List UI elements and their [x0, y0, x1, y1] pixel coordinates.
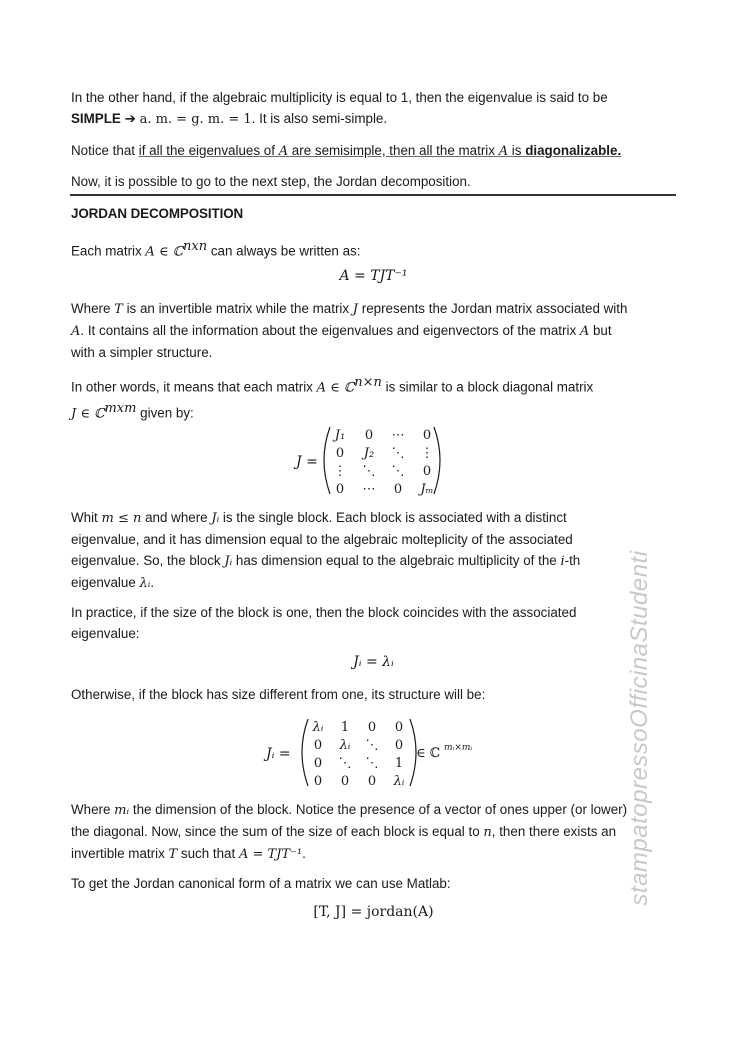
matrix-cell: ⋯: [362, 482, 376, 497]
text: In the other hand, if the algebraic multiplicity is equal to 1, then the eigenvalue is said to be: [71, 90, 608, 105]
matrix-j-equation: [290, 420, 450, 500]
matrix-cell: 0: [340, 774, 350, 789]
matrix-j-cells: [332, 428, 434, 497]
text: eigenvalue:: [71, 626, 140, 641]
math-inline: i: [560, 554, 565, 569]
matrix-cell: ⋱: [391, 446, 405, 461]
math-inline: A = TJT⁻¹: [238, 847, 303, 862]
matrix-cell: ⋮: [333, 464, 347, 479]
math-inline: J: [352, 302, 359, 317]
math-inline: A: [579, 324, 590, 339]
paragraph-diagonalizable: [71, 140, 676, 162]
math-superscript: n×n: [354, 375, 382, 390]
math-inline: A: [498, 144, 509, 159]
text: Whit: [71, 510, 102, 525]
matrix-cell: 0: [394, 738, 404, 753]
paragraph-next-step: Now, it is possible to go to the next step, the Jordan decomposition.: [71, 174, 471, 189]
math-superscript: nxn: [183, 239, 208, 254]
matrix-cell: 0: [335, 446, 345, 461]
text: the diagonal. Now, since the sum of the size of each block is equal to: [71, 824, 484, 839]
text: .: [302, 846, 306, 861]
text: -th: [564, 553, 581, 568]
text: with a simpler structure.: [71, 345, 213, 360]
matrix-cell: ⋯: [391, 428, 405, 443]
matrix-cell: 1: [340, 720, 350, 735]
matrix-lhs: J =: [296, 454, 318, 470]
matrix-cell: 0: [422, 464, 432, 479]
paragraph-each-matrix: [71, 236, 676, 262]
text: is similar to a block diagonal matrix: [381, 379, 594, 395]
matrix-cell: 0: [393, 482, 403, 497]
text: given by:: [136, 405, 194, 421]
math-inline: A ∈ ℂ: [316, 380, 355, 396]
underlined-text: is: [508, 143, 526, 158]
paragraph-block-diagonal: [71, 372, 676, 425]
matrix-cell: J₂: [363, 446, 375, 461]
underlined-text: are semisimple, then all the matrix: [288, 143, 499, 158]
text: In practice, if the size of the block is one, then the block coincides with the associated: [71, 605, 577, 620]
text: has dimension equal to the algebraic multiplicity of the: [232, 553, 561, 568]
text: . It is also semi-simple.: [251, 111, 388, 126]
text: Each matrix: [71, 243, 146, 259]
math-inline: m ≤ n: [101, 511, 142, 526]
math-inline: A: [278, 144, 289, 159]
paragraph-where-t: [71, 298, 676, 363]
math-inline: T: [168, 847, 178, 862]
math-inline: J ∈ ℂ: [71, 406, 105, 422]
section-divider: [70, 194, 676, 196]
matrix-cell: 1: [394, 756, 404, 771]
text: invertible matrix: [71, 846, 169, 861]
text: the dimension of the block. Notice the presence of a vector of ones upper (or lower): [129, 802, 628, 817]
math-inline: A: [71, 324, 81, 339]
math-inline: A ∈ ℂ: [145, 244, 184, 260]
arrow-icon: ➔: [124, 111, 136, 126]
matrix-cell: 0: [313, 774, 323, 789]
math-inline: Jᵢ: [211, 511, 220, 526]
bold-term: diagonalizable.: [525, 143, 622, 158]
matrix-cell: ⋱: [365, 756, 379, 771]
math-inline: Jᵢ: [224, 554, 233, 569]
text: such that: [177, 846, 239, 861]
matrix-rhs-superscript: mᵢ×mᵢ: [444, 743, 473, 753]
matrix-cell: 0: [313, 756, 323, 771]
matrix-lhs: Jᵢ =: [266, 746, 291, 762]
matrix-cell: ⋱: [362, 464, 376, 479]
text: is the single block. Each block is associated with a distinct: [219, 510, 567, 525]
equation-jordan-decomposition: A = TJT⁻¹: [339, 268, 408, 284]
left-paren: [302, 719, 308, 786]
matrix-cell: λᵢ: [339, 738, 351, 753]
matrix-rhs: ∈ ℂ: [416, 746, 441, 761]
paragraph-simple-eigenvalue: [71, 87, 676, 130]
matrix-cell: ⋱: [391, 464, 405, 479]
text: represents the Jordan matrix associated with: [358, 301, 628, 316]
equation-matlab-jordan: [T, J] = jordan(A): [313, 904, 434, 920]
matrix-cell: 0: [394, 720, 404, 735]
matrix-cell: 0: [367, 774, 377, 789]
math-inline: a. m. = g. m. = 1: [139, 112, 252, 127]
paragraph-whit-m: [71, 507, 676, 594]
text: Where: [71, 802, 115, 817]
left-paren: [324, 427, 330, 494]
matrix-cell: 0: [422, 428, 432, 443]
paragraph-in-practice: [71, 602, 676, 644]
equation-block-eigenvalue: Jᵢ = λᵢ: [353, 654, 394, 670]
right-paren: [434, 427, 440, 494]
math-superscript: mxm: [104, 401, 137, 417]
paragraph-where-mi: [71, 799, 676, 865]
matrix-ji-cells: [312, 720, 405, 789]
matrix-cell: ⋮: [420, 446, 434, 461]
matrix-cell: ⋱: [365, 738, 379, 753]
matrix-cell: 0: [367, 720, 377, 735]
text: eigenvalue. So, the block: [71, 553, 225, 568]
matrix-cell: 0: [335, 482, 345, 497]
math-inline: λᵢ: [139, 576, 151, 591]
text: but: [589, 323, 612, 338]
bold-term: SIMPLE: [71, 111, 121, 126]
text: Notice that: [71, 143, 139, 158]
section-heading: JORDAN DECOMPOSITION: [71, 206, 244, 221]
paragraph-matlab: To get the Jordan canonical form of a matrix we can use Matlab:: [71, 876, 451, 891]
text: .: [150, 575, 155, 590]
text: , then there exists an: [491, 824, 617, 839]
text: is an invertible matrix while the matrix: [122, 301, 353, 316]
matrix-ji-equation: [262, 712, 492, 792]
math-inline: T: [114, 302, 123, 317]
matrix-cell: 0: [313, 738, 323, 753]
text: Where: [71, 301, 115, 316]
underlined-text: if all the eigenvalues of: [138, 143, 279, 158]
text: eigenvalue: [71, 575, 140, 590]
matrix-cell: ⋱: [338, 756, 352, 771]
text: can always be written as:: [207, 243, 361, 259]
math-inline: n: [483, 825, 492, 840]
matrix-cell: 0: [364, 428, 374, 443]
paragraph-otherwise: Otherwise, if the block has size different from one, its structure will be:: [71, 687, 486, 702]
watermark: stampatopressoOfficinaStudenti: [626, 550, 653, 906]
text: . It contains all the information about the eigenvalues and eigenvectors of the matrix: [80, 323, 580, 338]
text: and where: [141, 510, 212, 525]
text: eigenvalue, and it has dimension equal to the algebraic molteplicity of the associated: [71, 532, 573, 547]
matrix-cell: Jₘ: [420, 482, 434, 497]
matrix-cell: λᵢ: [312, 720, 324, 735]
matrix-cell: J₁: [334, 428, 346, 443]
matrix-cell: λᵢ: [393, 774, 405, 789]
text: In other words, it means that each matrix: [71, 379, 317, 395]
math-inline: mᵢ: [114, 803, 130, 818]
